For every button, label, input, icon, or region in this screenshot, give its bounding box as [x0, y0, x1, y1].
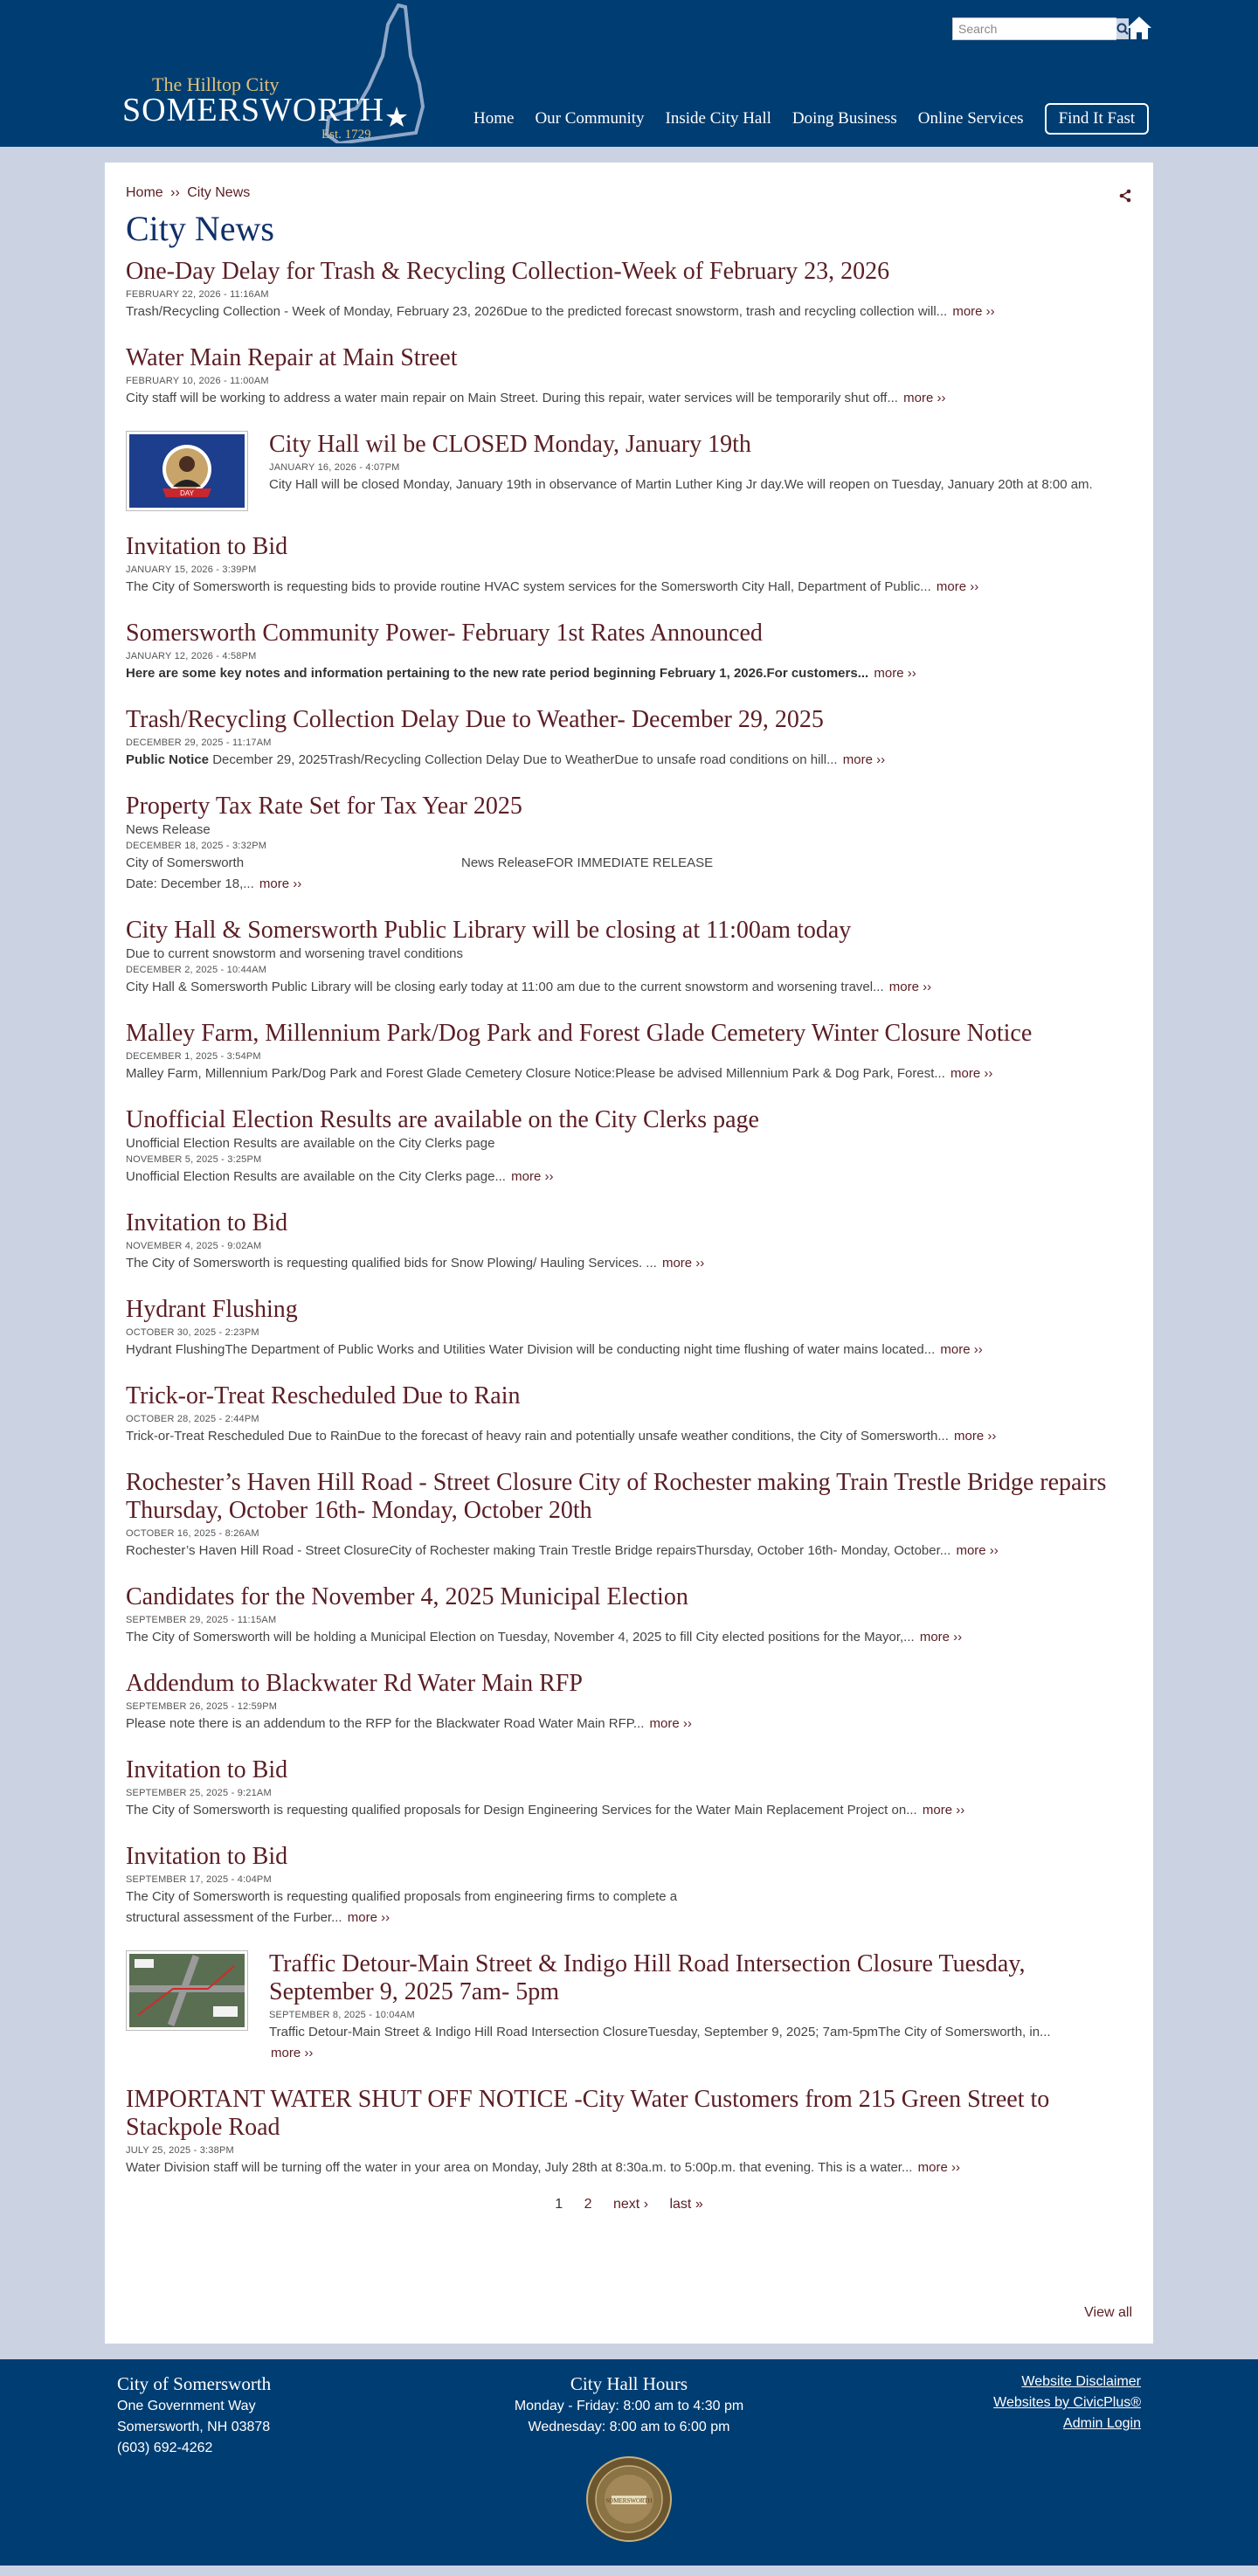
breadcrumb-current[interactable]: City News: [187, 185, 251, 200]
mlk-day-thumb-text: DAY: [180, 489, 194, 497]
site-logo[interactable]: [121, 3, 435, 143]
news-item: [126, 2086, 1132, 2178]
news-desc: The City of Somersworth is requesting qualified proposals for Design Engineering Services for the Water Main Replacement Project on...: [126, 1803, 917, 1818]
find-it-fast-button[interactable]: Find It Fast: [1045, 103, 1150, 135]
news-date: FEBRUARY 10, 2026 - 11:00AM: [126, 376, 269, 386]
news-item: [126, 431, 1132, 511]
logo-tagline: The Hilltop City: [152, 73, 280, 95]
more-link[interactable]: more ››: [940, 1342, 983, 1357]
news-title[interactable]: Invitation to Bid: [126, 1209, 288, 1236]
news-item: [126, 1756, 1132, 1821]
more-link[interactable]: more ››: [649, 1716, 692, 1731]
more-link[interactable]: more ››: [903, 391, 946, 405]
news-item: [126, 258, 1132, 322]
footer-address-2: Somersworth, NH 03878: [117, 2420, 271, 2434]
news-desc: City Hall & Somersworth Public Library will be closing early today at 11:00 am due to the current snowstorm and worsening travel...: [126, 980, 884, 994]
news-subtitle: Unofficial Election Results are available on the City Clerks page: [126, 1136, 495, 1151]
site-footer: [0, 2359, 1258, 2566]
news-item: [126, 1843, 1132, 1929]
footer-hours: [454, 2372, 804, 2438]
footer-link-admin-login[interactable]: Admin Login: [1063, 2416, 1141, 2431]
more-link[interactable]: more ››: [511, 1169, 554, 1184]
view-all-link[interactable]: View all: [1084, 2305, 1132, 2320]
nav-inside-city-hall[interactable]: Inside City Hall: [665, 109, 771, 128]
news-title[interactable]: Invitation to Bid: [126, 1756, 288, 1783]
news-date: SEPTEMBER 17, 2025 - 4:04PM: [126, 1874, 272, 1885]
footer-link-disclaimer[interactable]: Website Disclaimer: [1021, 2374, 1141, 2389]
news-title[interactable]: IMPORTANT WATER SHUT OFF NOTICE -City Water Customers from 215 Green Street to Stackpole Road: [126, 2086, 1050, 2141]
news-desc: Traffic Detour-Main Street & Indigo Hill Road Intersection ClosureTuesday, September 9, 2025; 7am-5pmThe City of Somersworth, in...: [269, 2025, 1051, 2039]
more-link[interactable]: more ››: [922, 1803, 965, 1818]
news-desc: The City of Somersworth is requesting bids to provide routine HVAC system services for the Somersworth City Hall, Department of Public...: [126, 579, 931, 594]
news-item: [126, 1382, 1132, 1447]
news-date: JANUARY 12, 2026 - 4:58PM: [126, 651, 257, 661]
detour-map-image: [129, 1954, 245, 2027]
pager-current: 1: [555, 2197, 563, 2212]
news-date: DECEMBER 29, 2025 - 11:17AM: [126, 737, 272, 748]
more-link[interactable]: more ››: [936, 579, 979, 594]
news-desc: December 29, 2025Trash/Recycling Collection Delay Due to WeatherDue to unsafe road conditions on hill...: [212, 752, 838, 767]
news-desc: City of Somersworth: [126, 855, 245, 870]
more-link[interactable]: more ››: [661, 1256, 705, 1271]
news-item: [126, 917, 1132, 998]
news-title[interactable]: Trash/Recycling Collection Delay Due to Weather- December 29, 2025: [126, 706, 824, 733]
site-header: [0, 0, 1258, 147]
news-subtitle: News Release: [126, 822, 211, 837]
news-title[interactable]: Trick-or-Treat Rescheduled Due to Rain: [126, 1382, 521, 1409]
news-title[interactable]: Candidates for the November 4, 2025 Municipal Election: [126, 1583, 688, 1610]
more-link[interactable]: more ››: [271, 2046, 314, 2060]
news-title[interactable]: Addendum to Blackwater Rd Water Main RFP: [126, 1670, 583, 1697]
news-date: SEPTEMBER 26, 2025 - 12:59PM: [126, 1701, 278, 1712]
news-date: FEBRUARY 22, 2026 - 11:16AM: [126, 289, 269, 300]
news-item: [126, 1020, 1132, 1084]
news-item: [126, 1469, 1132, 1562]
news-title[interactable]: Traffic Detour-Main Street & Indigo Hill Road Intersection Closure Tuesday, September 9, 2025 7am- 5pm: [269, 1950, 1026, 2005]
news-desc: Date: December 18,...: [126, 876, 254, 891]
news-title[interactable]: Invitation to Bid: [126, 533, 288, 560]
news-title[interactable]: Water Main Repair at Main Street: [126, 344, 458, 371]
news-desc: City Hall will be closed Monday, January 19th in observance of Martin Luther King Jr day.We will reopen on Tuesday, January 20th at 8:00 am.: [269, 477, 1093, 492]
footer-address-1: One Government Way: [117, 2399, 256, 2413]
more-link[interactable]: more ››: [956, 1543, 999, 1558]
logo-name: SOMERSWORTH: [122, 92, 385, 128]
news-item: [126, 1670, 1132, 1735]
search-input[interactable]: [953, 19, 1116, 38]
news-date: JANUARY 15, 2026 - 3:39PM: [126, 564, 257, 575]
mlk-day-image: [129, 434, 245, 508]
news-date: DECEMBER 18, 2025 - 3:32PM: [126, 841, 267, 851]
more-link[interactable]: more ››: [259, 876, 302, 891]
footer-contact: [117, 2372, 271, 2459]
news-item: [126, 533, 1132, 598]
news-date: OCTOBER 28, 2025 - 2:44PM: [126, 1414, 259, 1424]
news-item: [126, 344, 1132, 409]
news-desc: Water Division staff will be turning off the water in your area on Monday, July 28th at 8:30a.m. to 5:00p.m. that evening. This is a water...: [126, 2160, 913, 2175]
news-title[interactable]: Rochester’s Haven Hill Road - Street Closure City of Rochester making Train Trestle Bridge repairs Thursday, October 16th- Monday, October 20th: [126, 1469, 1107, 1524]
footer-links: [993, 2372, 1141, 2434]
news-title[interactable]: City Hall wil be CLOSED Monday, January 19th: [269, 431, 751, 458]
news-desc: Trick-or-Treat Rescheduled Due to RainDue to the forecast of heavy rain and potentially unsafe weather conditions, the City of Somersworth...: [126, 1429, 949, 1444]
footer-hours-title: City Hall Hours: [570, 2373, 688, 2394]
more-link[interactable]: more ››: [874, 666, 916, 681]
news-item: [126, 1296, 1132, 1361]
seal-text: SOMERSWORTH: [605, 2497, 653, 2504]
news-thumbnail[interactable]: [126, 1950, 248, 2031]
nav-our-community[interactable]: Our Community: [535, 109, 645, 128]
news-title[interactable]: Property Tax Rate Set for Tax Year 2025: [126, 793, 522, 820]
more-link[interactable]: more ››: [954, 1429, 997, 1444]
news-item: [126, 1950, 1132, 2064]
news-date: NOVEMBER 4, 2025 - 9:02AM: [126, 1241, 262, 1251]
pager-page-2[interactable]: 2: [584, 2197, 592, 2212]
breadcrumb-separator: ››: [170, 185, 180, 200]
nav-home[interactable]: Home: [473, 109, 515, 128]
news-title[interactable]: City Hall & Somersworth Public Library will be closing at 11:00am today: [126, 917, 852, 944]
news-desc: Unofficial Election Results are available on the City Clerks page...: [126, 1169, 506, 1184]
news-item: [126, 620, 1132, 684]
news-title[interactable]: Invitation to Bid: [126, 1843, 288, 1870]
city-seal-icon: [585, 2455, 673, 2543]
pager-next[interactable]: next ›: [613, 2197, 649, 2212]
footer-phone: (603) 692-4262: [117, 2441, 213, 2455]
news-item: [126, 1209, 1132, 1274]
news-title[interactable]: Somersworth Community Power- February 1st Rates Announced: [126, 620, 763, 647]
more-link[interactable]: more ››: [952, 304, 995, 319]
footer-city: City of Somersworth: [117, 2373, 272, 2394]
nav-doing-business[interactable]: Doing Business: [791, 109, 897, 128]
news-desc: News ReleaseFOR IMMEDIATE RELEASE: [461, 855, 714, 870]
main-nav: [473, 103, 1149, 135]
news-date: JANUARY 16, 2026 - 4:07PM: [269, 462, 400, 473]
more-link[interactable]: more ››: [919, 1630, 963, 1645]
news-date: DECEMBER 2, 2025 - 10:44AM: [126, 965, 267, 975]
news-desc: Here are some key notes and information pertaining to the new rate period beginning February 1, 2026.For customers...: [126, 666, 869, 681]
news-title[interactable]: Hydrant Flushing: [126, 1296, 298, 1323]
news-date: DECEMBER 1, 2025 - 3:54PM: [126, 1051, 261, 1062]
news-date: JULY 25, 2025 - 3:38PM: [126, 2145, 234, 2156]
news-date: SEPTEMBER 25, 2025 - 9:21AM: [126, 1788, 272, 1798]
breadcrumb-home[interactable]: Home: [126, 185, 163, 200]
news-item: [126, 1583, 1132, 1648]
news-item: [126, 793, 1132, 895]
nav-online-services[interactable]: Online Services: [917, 109, 1024, 128]
page-title: City News: [126, 209, 274, 248]
more-link[interactable]: more ››: [888, 980, 932, 994]
news-desc: The City of Somersworth is requesting qualified bids for Snow Plowing/ Hauling Services. ...: [126, 1256, 657, 1271]
news-desc: Rochester’s Haven Hill Road - Street ClosureCity of Rochester making Train Trestle Bridge repairsThursday, October 16th- Monday, October...: [126, 1543, 951, 1558]
news-title[interactable]: One-Day Delay for Trash & Recycling Collection-Week of February 23, 2026: [126, 258, 890, 285]
news-desc: Trash/Recycling Collection - Week of Monday, February 23, 2026Due to the predicted forecast snowstorm, trash and recycling collection will...: [126, 304, 948, 319]
footer-link-civicplus[interactable]: Websites by CivicPlus®: [993, 2395, 1141, 2410]
more-link[interactable]: more ››: [347, 1910, 391, 1925]
news-desc: structural assessment of the Furber...: [126, 1910, 342, 1925]
footer-hours-1: Monday - Friday: 8:00 am to 4:30 pm: [514, 2399, 744, 2413]
news-date: SEPTEMBER 8, 2025 - 10:04AM: [269, 2010, 415, 2020]
share-icon[interactable]: [1118, 189, 1132, 203]
home-icon[interactable]: [1125, 15, 1153, 41]
news-desc: Malley Farm, Millennium Park/Dog Park and Forest Glade Cemetery Closure Notice:Please be advised Millennium Park & Dog Park, Forest...: [126, 1066, 945, 1081]
pagination: [126, 2197, 1132, 2212]
search-box: [952, 17, 1116, 40]
news-desc: The City of Somersworth will be holding a Municipal Election on Tuesday, November 4, 2025 to fill City elected positions for the Mayor,...: [126, 1630, 915, 1645]
more-link[interactable]: more ››: [950, 1066, 993, 1081]
news-thumbnail[interactable]: [126, 431, 248, 511]
breadcrumb: [126, 185, 1132, 201]
news-date: OCTOBER 16, 2025 - 8:26AM: [126, 1528, 259, 1539]
news-desc: City staff will be working to address a water main repair on Main Street. During this repair, water services will be temporarily shut off...: [126, 391, 898, 405]
news-desc-bold: Public Notice: [126, 752, 210, 767]
news-subtitle: Due to current snowstorm and worsening travel conditions: [126, 946, 464, 961]
news-item: [126, 706, 1132, 771]
news-desc: Please note there is an addendum to the RFP for the Blackwater Road Water Main RFP...: [126, 1716, 645, 1731]
footer-hours-2: Wednesday: 8:00 am to 6:00 pm: [528, 2420, 730, 2434]
news-date: NOVEMBER 5, 2025 - 3:25PM: [126, 1154, 262, 1165]
news-title[interactable]: Malley Farm, Millennium Park/Dog Park and Forest Glade Cemetery Winter Closure Notice: [126, 1020, 1033, 1047]
logo-est: Est. 1729: [321, 128, 371, 142]
news-desc: The City of Somersworth is requesting qualified proposals from engineering firms to complete a: [126, 1889, 678, 1904]
news-date: OCTOBER 30, 2025 - 2:23PM: [126, 1327, 259, 1338]
pager-last[interactable]: last »: [669, 2197, 703, 2212]
news-date: SEPTEMBER 29, 2025 - 11:15AM: [126, 1615, 277, 1625]
news-title[interactable]: Unofficial Election Results are available on the City Clerks page: [126, 1106, 759, 1133]
news-item: [126, 1106, 1132, 1188]
news-desc: Hydrant FlushingThe Department of Public Works and Utilities Water Division will be conducting night time flushing of water mains located...: [126, 1342, 936, 1357]
main-content: [105, 163, 1153, 2344]
more-link[interactable]: more ››: [842, 752, 886, 767]
more-link[interactable]: more ››: [917, 2160, 960, 2175]
